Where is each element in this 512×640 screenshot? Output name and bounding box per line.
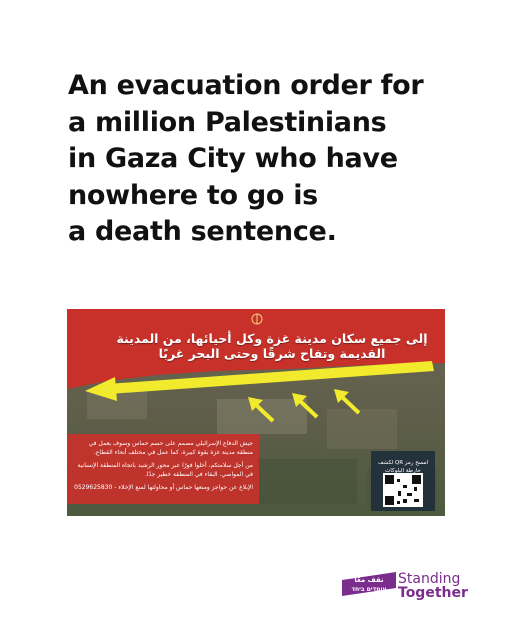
- flyer-body-paragraph-2: من أجل سلامتكم، أخلوا فورًا عبر محور الرشيد باتجاه المنطقة الإنسانية في المواصي. البقاء في المنطقة خطير جدًا.: [77, 462, 253, 478]
- qr-label: امسح رمز QR لكشف خارطة البلوكات: [377, 460, 429, 474]
- headline-line-4: nowhere to go is: [68, 179, 318, 211]
- logo-hebrew-text: עומדים ביחד: [351, 586, 387, 593]
- flyer-body-paragraph-3: الإبلاغ عن حواجز ومنعها حماس أو محاولتها لمنع الإخلاء - 0529625830: [74, 484, 253, 491]
- logo-line-2: Together: [398, 585, 468, 601]
- flyer-title-line-2: القديمة وتفاح شرقًا وحتى البحر غربًا: [158, 346, 386, 361]
- flyer-title: [107, 331, 437, 361]
- logo-wordmark: [398, 572, 468, 600]
- flyer-body: [73, 439, 253, 496]
- logo-line-1: Standing: [398, 571, 461, 587]
- headline-line-2: a million Palestinians: [68, 106, 387, 138]
- logo-mark-icon: [340, 570, 398, 598]
- flyer-body-paragraph-1: جيش الدفاع الإسرائيلي مصمم على حسم حماس وسوف يعمل في منطقة مدينة غزة بقوة كبيرة، كما عمل في مختلف أنحاء القطاع.: [88, 440, 253, 456]
- flyer-title-line-1: إلى جميع سكان مدينة غزة وكل أحيائها، من المدينة: [116, 331, 428, 346]
- standing-together-logo: [340, 570, 480, 610]
- headline: [68, 68, 488, 251]
- evacuation-flyer-image: [67, 309, 445, 516]
- headline-line-1: An evacuation order for: [68, 70, 424, 101]
- headline-line-3: in Gaza City who have: [68, 143, 398, 174]
- logo-arabic-text: نقف معًا: [354, 576, 384, 584]
- headline-line-5: a death sentence.: [68, 216, 337, 247]
